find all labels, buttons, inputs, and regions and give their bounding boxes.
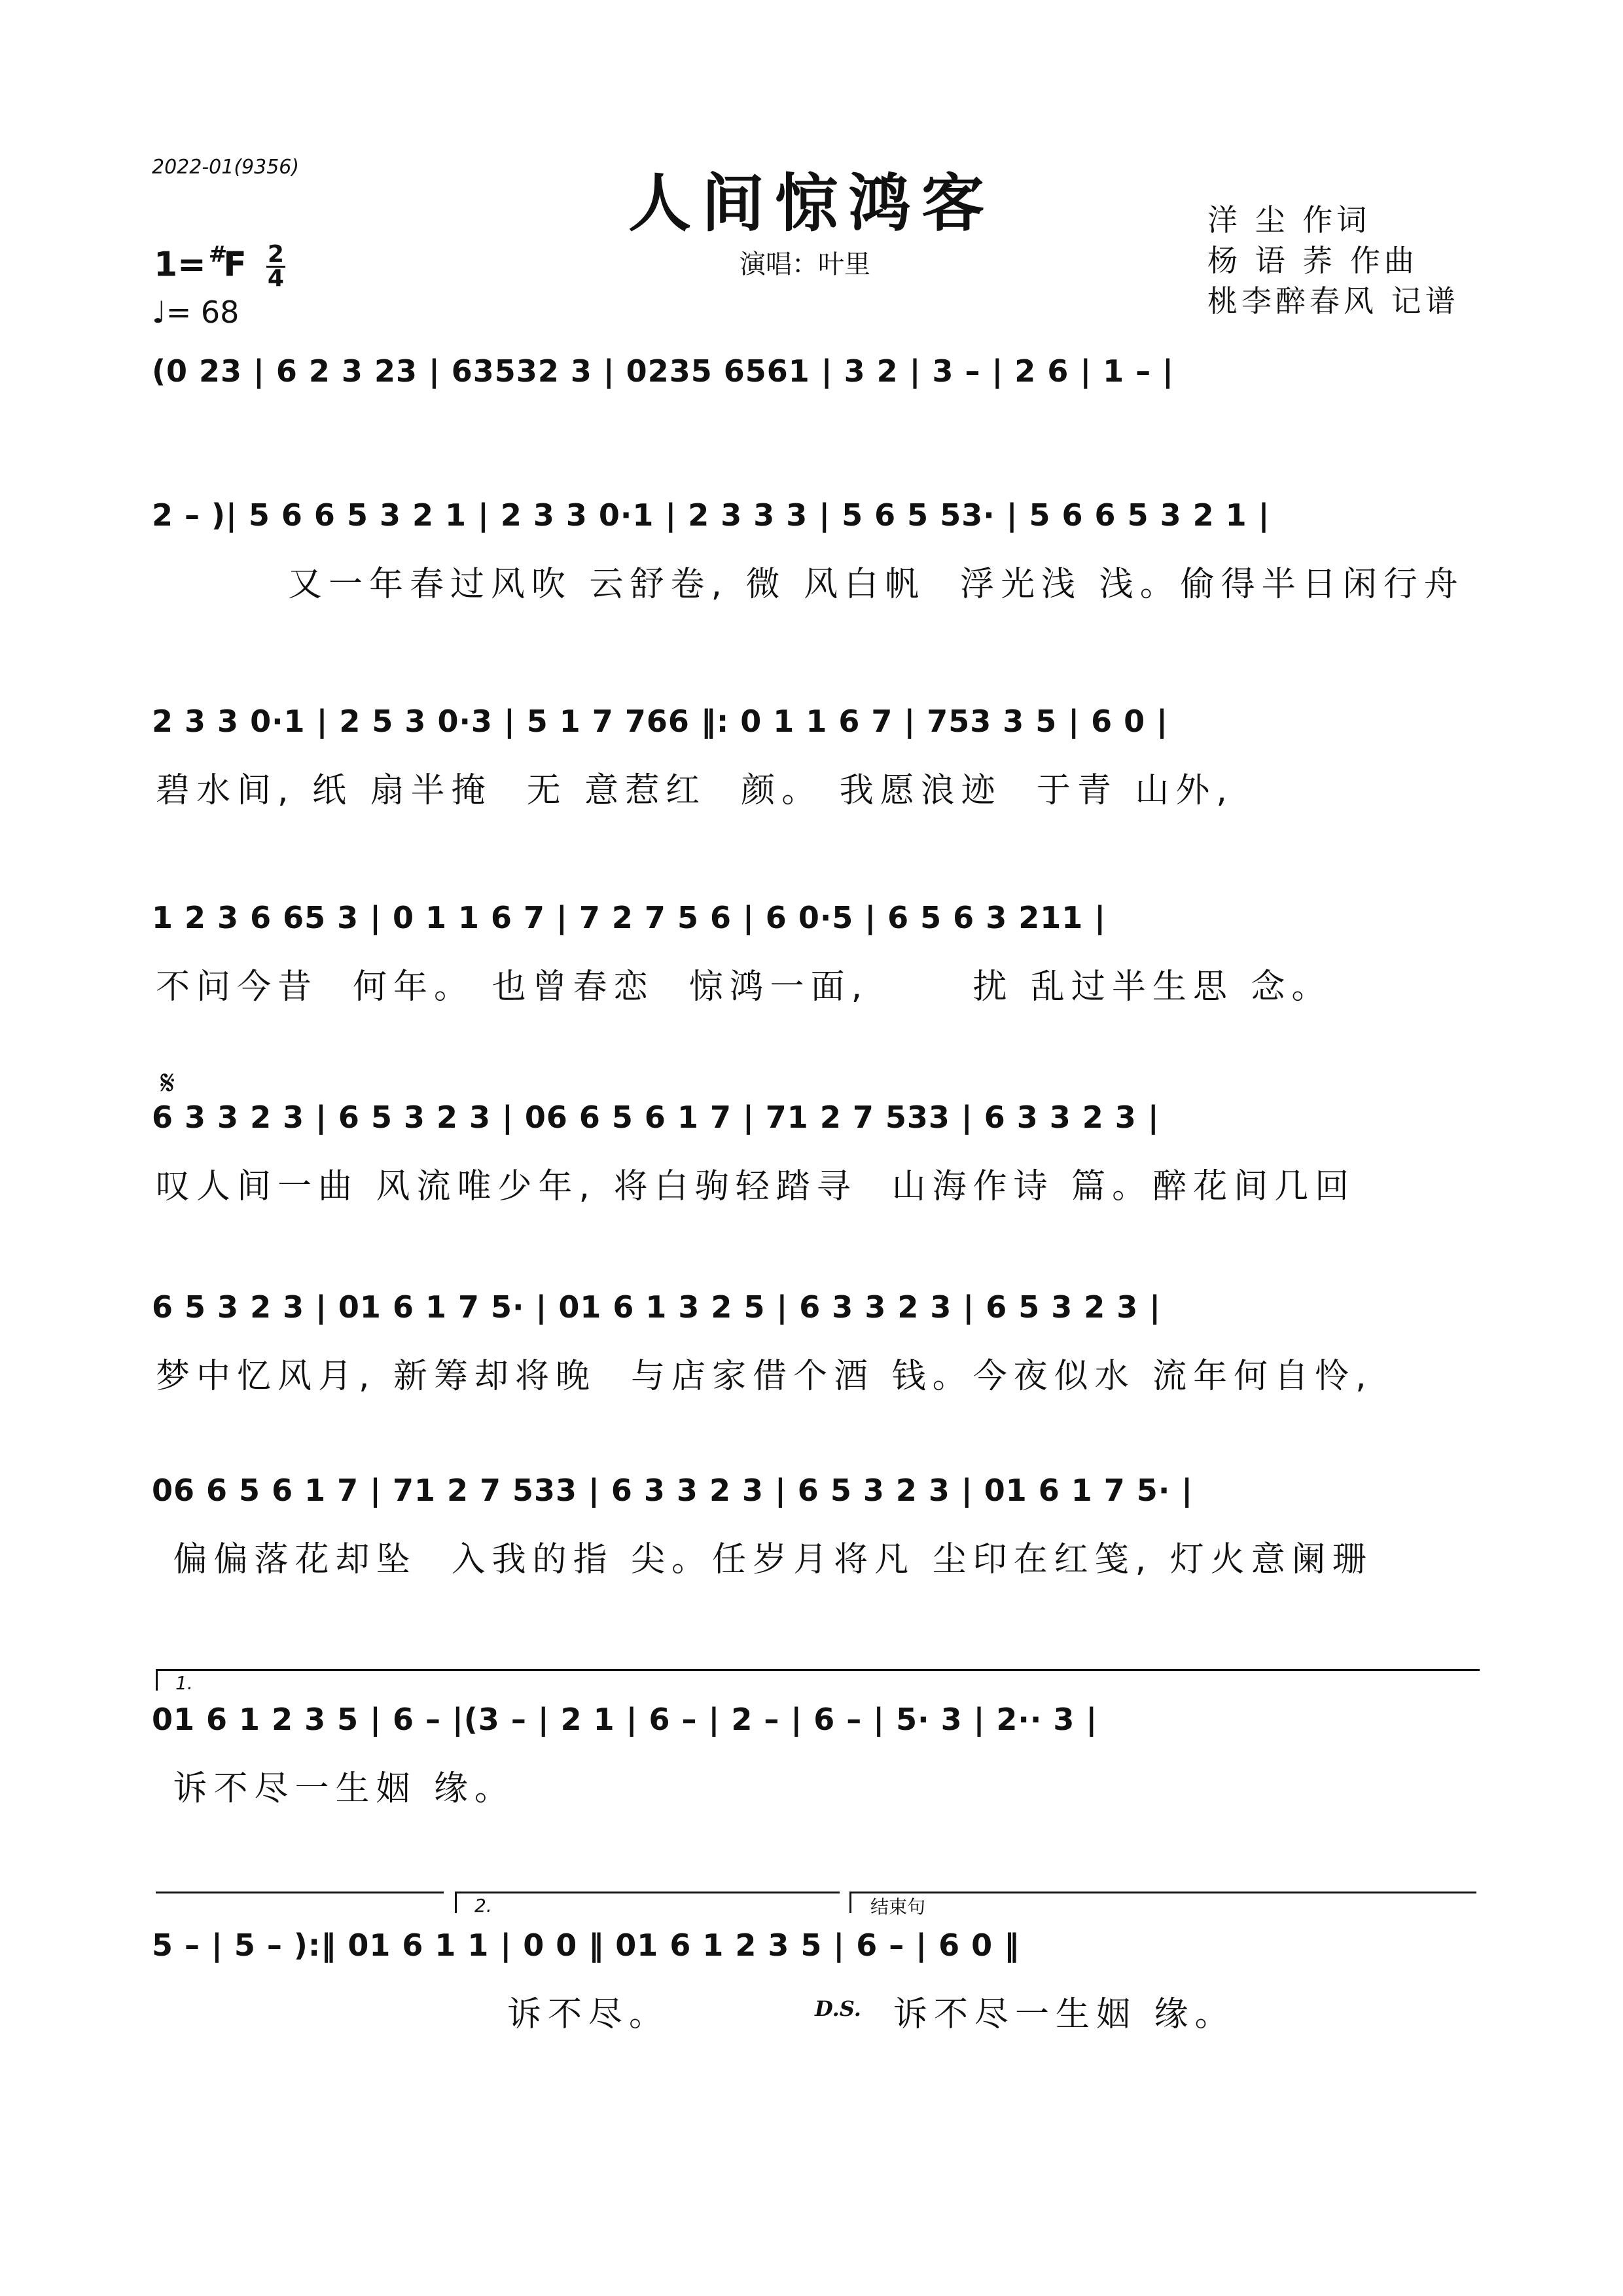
- notation-line-6: 6 5 3 2 3 | 01 6 1 7 5· | 01 6 1 3 2 5 | 6 3 3 2 3 | 6 5 3 2 3 |: [152, 1289, 1162, 1325]
- key-letter: F: [223, 245, 247, 285]
- lyric-line-9-second-ending: 诉不尽。: [507, 1995, 670, 2034]
- first-ending-label: 1.: [175, 1672, 193, 1694]
- coda-bracket: [849, 1892, 1476, 1913]
- notation-line-2: 2 – )| 5 6 6 5 3 2 1 | 2 3 3 0·1 | 2 3 3 3 | 5 6 5 53· | 5 6 6 5 3 2 1 |: [152, 497, 1270, 533]
- notation-line-3: 2 3 3 0·1 | 2 5 3 0·3 | 5 1 7 766 ‖: 0 1 1 6 7 | 753 3 5 | 6 0 |: [152, 704, 1168, 739]
- lyric-line-2: 又一年春过风吹 云舒卷, 微 风白帆 浮光浅 浅。偷得半日闲行舟: [288, 565, 1465, 604]
- lyric-line-5: 叹人间一曲 风流唯少年, 将白驹轻踏寻 山海作诗 篇。醉花间几回: [156, 1167, 1356, 1206]
- lyric-line-9-coda: 诉不尽一生姻 缘。: [893, 1995, 1236, 2034]
- catalog-number: 2022-01(9356): [152, 156, 300, 179]
- composer-credit: 杨 语 荞 作曲: [1207, 243, 1418, 278]
- notation-line-7: 06 6 5 6 1 7 | 71 2 7 533 | 6 3 3 2 3 | 6 5 3 2 3 | 01 6 1 7 5· |: [152, 1473, 1194, 1508]
- segno-sign: 𝄋: [160, 1064, 175, 1103]
- lyric-line-3: 碧水间, 纸 扇半掩 无 意惹红 颜。 我愿浪迹 于青 山外,: [156, 771, 1234, 810]
- second-ending-bracket: [455, 1892, 840, 1913]
- lyric-line-6: 梦中忆风月, 新筹却将晚 与店家借个酒 钱。今夜似水 流年何自怜,: [156, 1357, 1373, 1396]
- lyricist-credit: 洋 尘 作词: [1207, 202, 1371, 238]
- song-title: 人间惊鸿客: [628, 167, 995, 240]
- notation-line-1: (0 23 | 6 2 3 23 | 63532 3 | 0235 6561 | 3 2 | 3 – | 2 6 | 1 – |: [152, 353, 1174, 389]
- dal-segno-marking: D.S.: [815, 1996, 861, 2021]
- coda-label: 结束句: [870, 1896, 926, 1918]
- lyric-line-7: 偏偏落花却坠 入我的指 尖。任岁月将凡 尘印在红笺, 灯火意阑珊: [156, 1540, 1373, 1579]
- notation-line-9: 5 – | 5 – ):‖ 01 6 1 1 | 0 0 ‖ 01 6 1 2 3 5 | 6 – | 6 0 ‖: [152, 1928, 1020, 1963]
- lyric-line-8: 诉不尽一生姻 缘。: [156, 1769, 516, 1808]
- first-ending-bracket: [156, 1669, 1480, 1691]
- second-ending-label: 2.: [474, 1895, 492, 1916]
- singer-credit: 演唱：叶里: [740, 249, 870, 279]
- sharp-sign: #: [208, 241, 228, 268]
- lyric-line-4: 不问今昔 何年。 也曾春恋 惊鸿一面, 扰 乱过半生思 念。: [156, 967, 1332, 1007]
- first-ending-continuation: [156, 1892, 444, 1913]
- notation-line-8: 01 6 1 2 3 5 | 6 – |(3 – | 2 1 | 6 – | 2 – | 6 – | 5· 3 | 2·· 3 |: [152, 1702, 1098, 1737]
- key-signature: [154, 243, 284, 290]
- tempo-marking: ♩= 68: [152, 295, 240, 330]
- time-top: 2: [267, 241, 284, 268]
- notation-line-4: 1 2 3 6 65 3 | 0 1 1 6 7 | 7 2 7 5 6 | 6 0·5 | 6 5 6 3 211 |: [152, 900, 1107, 935]
- time-bottom: 4: [267, 265, 284, 292]
- key-prefix: 1=: [154, 245, 206, 285]
- time-signature: [268, 243, 284, 290]
- notation-line-5: 6 3 3 2 3 | 6 5 3 2 3 | 06 6 5 6 1 7 | 71 2 7 533 | 6 3 3 2 3 |: [152, 1100, 1160, 1135]
- transcriber-credit: 桃李醉春风 记谱: [1207, 283, 1459, 319]
